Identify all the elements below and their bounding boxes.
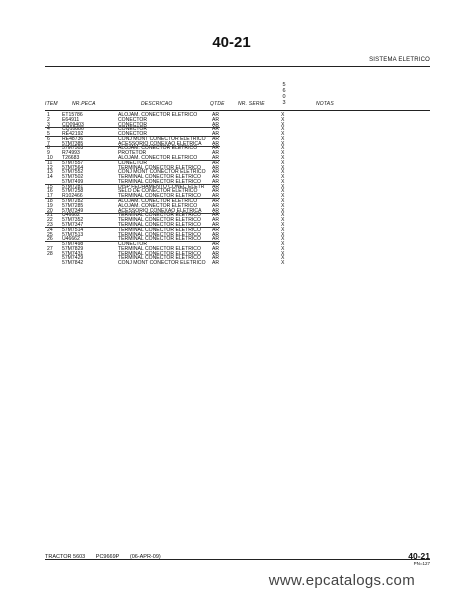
row-part-number: 57M7498 — [62, 241, 84, 248]
row-part-number: 57M7502 — [62, 174, 84, 181]
row-quantity: AR — [212, 217, 220, 224]
row-serial-mark: X — [281, 131, 285, 138]
row-item-number: 8 — [47, 145, 50, 152]
row-quantity: AR — [212, 231, 220, 238]
row-serial-mark: X — [281, 145, 285, 152]
row-description: CONJ MONT CONECTOR ELETRICO — [118, 169, 206, 176]
row-quantity: AR — [212, 135, 220, 142]
row-quantity: AR — [212, 121, 220, 128]
row-quantity: AR — [212, 131, 220, 138]
row-quantity: AR — [212, 174, 220, 181]
row-serial-mark: X — [281, 159, 285, 166]
row-serial-mark: X — [281, 198, 285, 205]
row-part-number: 57M7258 — [62, 188, 84, 195]
row-item-number: 23 — [47, 221, 53, 228]
row-serial-mark: X — [281, 236, 285, 243]
row-part-number: 57M7552 — [62, 169, 84, 176]
row-serial-mark: X — [281, 155, 285, 162]
row-serial-mark: X — [281, 164, 285, 171]
row-description: TERMINAL CONECTOR ELETRICO — [118, 231, 201, 238]
row-description: TERMINAL CONECTOR ELETRICO — [118, 255, 201, 262]
row-quantity: AR — [212, 188, 220, 195]
row-description: ALOJAM. CONECTOR ELETRICO — [118, 155, 198, 162]
row-part-number: CQ09403 — [62, 121, 84, 128]
row-part-number: T26683 — [62, 155, 80, 162]
serial-digit: 0 — [282, 94, 286, 100]
row-description: TERMINAL CONECTOR ELETRICO — [118, 221, 201, 228]
row-part-number: 57M7557 — [62, 159, 84, 166]
row-quantity: AR — [212, 250, 220, 257]
row-part-number: 57M7503 — [62, 145, 84, 152]
footer-date: (06-APR-09) — [129, 554, 161, 560]
row-description: TERMINAL CONECTOR ELETRICO — [118, 226, 201, 233]
row-quantity: AR — [212, 221, 220, 228]
row-item-number: 2 — [47, 116, 50, 123]
footer-left — [45, 554, 170, 560]
row-part-number: ET15786 — [62, 112, 83, 118]
row-description: CONECTOR — [118, 241, 148, 248]
row-part-number: R102466 — [62, 193, 83, 200]
row-description: CONECTOR — [118, 116, 148, 123]
row-description: TERMINAL CONECTOR ELETRICO — [118, 164, 201, 171]
row-description: TERMINAL CONECTOR ELETRICO — [118, 245, 201, 252]
footer-code: PC9669P — [95, 554, 120, 560]
row-item-number: 3 — [47, 121, 50, 128]
row-quantity: AR — [212, 178, 220, 185]
row-quantity: AR — [212, 245, 220, 252]
row-description: ALOJAM. CONECTOR ELETRICO — [118, 198, 198, 205]
row-serial-mark: X — [281, 231, 285, 238]
row-part-number: 57M7513 — [62, 231, 84, 238]
row-part-number: 57M7429 — [62, 255, 84, 262]
section-title: SISTEMA ELETRICO — [369, 57, 430, 63]
row-description: CONJ MONT CONECTOR ELETRICO — [118, 260, 206, 267]
row-part-number: R74993 — [62, 150, 80, 157]
row-item-number: 26 — [47, 236, 53, 243]
column-header-qty: QTDE — [210, 101, 225, 107]
row-description: ALOJAM. CONECTOR ELETRICO — [118, 145, 198, 152]
group-divider — [45, 227, 220, 228]
group-divider — [45, 198, 220, 199]
row-part-number: 57M7431 — [62, 250, 84, 257]
row-item-number: 18 — [47, 198, 53, 205]
row-serial-mark: X — [281, 245, 285, 252]
row-description: ALOJAM. CONECTOR ELETRICO — [118, 202, 198, 209]
column-header-serial: NR. SERIE — [238, 101, 265, 107]
row-serial-mark: X — [281, 193, 285, 200]
row-description: ALOJAM. CONECTOR ELETRICO — [118, 112, 198, 118]
group-divider — [45, 146, 220, 147]
row-part-number: 57M7349 — [62, 207, 84, 214]
row-serial-mark: X — [281, 112, 285, 118]
row-part-number: 57M7347 — [62, 221, 84, 228]
row-description: TERMINAL CONECTOR ELETRICO — [118, 212, 201, 219]
row-description: DISP FECHAMENTO CONEC ELETR — [118, 183, 205, 190]
row-description: TERMINAL CONECTOR ELETRICO — [118, 217, 201, 224]
watermark: www.epcatalogs.com — [268, 572, 415, 589]
row-part-number: 57M7514 — [62, 226, 84, 233]
row-item-number: 21 — [47, 212, 53, 219]
row-serial-mark: X — [281, 116, 285, 123]
row-description: ACESSORIO CONEXAO ELETRICA — [118, 207, 202, 214]
row-item-number: 10 — [47, 155, 53, 162]
row-part-number: 57M7352 — [62, 217, 84, 224]
row-item-number: 17 — [47, 193, 53, 200]
group-divider — [45, 213, 220, 214]
group-divider — [45, 136, 220, 137]
serial-digit: 3 — [282, 100, 286, 106]
row-part-number: 57M7281 — [62, 183, 84, 190]
row-serial-mark: X — [281, 260, 285, 267]
row-part-number: 57M7385 — [62, 140, 84, 147]
row-item-number: 1 — [47, 112, 50, 118]
row-description: TERMINAL CONECTOR ELETRICO — [118, 250, 201, 257]
row-quantity: AR — [212, 126, 220, 133]
row-quantity: AR — [212, 260, 220, 267]
row-item-number: 19 — [47, 202, 53, 209]
row-serial-mark: X — [281, 241, 285, 248]
footer-model: TRACTOR 5603 — [45, 554, 86, 560]
group-divider — [45, 241, 220, 242]
column-header-notes: NOTAS — [316, 101, 334, 107]
row-quantity: AR — [212, 116, 220, 123]
row-quantity: AR — [212, 198, 220, 205]
row-description: TERMINAL CONECTOR ELETRICO — [118, 174, 201, 181]
row-description: SELO DE CONECTOR ELETRICO — [118, 188, 198, 195]
row-description: PROTETOR — [118, 150, 147, 157]
serial-digit: 6 — [282, 88, 286, 94]
row-quantity: AR — [212, 155, 220, 162]
row-part-number: 57M7282 — [62, 198, 84, 205]
row-part-number: 57M7499 — [62, 178, 84, 185]
row-quantity: AR — [212, 112, 220, 118]
footer-page-number: 40-21 — [408, 551, 430, 561]
row-part-number: 57M7285 — [62, 202, 84, 209]
column-header-desc: DESCRICAO — [141, 101, 173, 107]
row-serial-mark: X — [281, 126, 285, 133]
row-item-number: 27 — [47, 245, 53, 252]
row-serial-mark: X — [281, 174, 285, 181]
row-serial-mark: X — [281, 183, 285, 190]
row-item-number: 13 — [47, 169, 53, 176]
group-divider — [45, 184, 220, 185]
row-item-number: 16 — [47, 188, 53, 195]
column-header-part: NR.PECA — [72, 101, 96, 107]
column-header-item: ITEM — [45, 101, 58, 107]
row-description: CONJ MONT CONECTOR ELETRICO — [118, 135, 206, 142]
row-quantity: AR — [212, 212, 220, 219]
row-serial-mark: X — [281, 226, 285, 233]
row-serial-mark: X — [281, 212, 285, 219]
row-quantity: AR — [212, 140, 220, 147]
row-part-number: RE48736 — [62, 135, 84, 142]
row-quantity: AR — [212, 241, 220, 248]
row-part-number: U46662 — [62, 212, 80, 219]
row-item-number: 12 — [47, 164, 53, 171]
row-item-number: 7 — [47, 140, 50, 147]
row-quantity: AR — [212, 207, 220, 214]
row-quantity: AR — [212, 169, 220, 176]
row-serial-mark: X — [281, 178, 285, 185]
row-serial-mark: X — [281, 140, 285, 147]
row-description: CONECTOR — [118, 121, 148, 128]
row-quantity: AR — [212, 159, 220, 166]
row-quantity: AR — [212, 145, 220, 152]
header-rule — [45, 66, 430, 67]
row-serial-mark: X — [281, 250, 285, 257]
row-serial-mark: X — [281, 150, 285, 157]
row-quantity: AR — [212, 150, 220, 157]
row-item-number: 6 — [47, 135, 50, 142]
row-serial-mark: X — [281, 202, 285, 209]
row-item-number: 28 — [47, 250, 53, 257]
row-serial-mark: X — [281, 217, 285, 224]
row-item-number: 14 — [47, 174, 53, 181]
row-description: CONECTOR — [118, 159, 148, 166]
row-description: TERMINAL CONECTOR ELETRICO — [118, 236, 201, 243]
row-quantity: AR — [212, 164, 220, 171]
row-item-number: 11 — [47, 159, 53, 166]
row-description: TERMINAL CONECTOR ELETRICO — [118, 193, 201, 200]
row-serial-mark: X — [281, 188, 285, 195]
footer-page-code: PN=127 — [413, 561, 430, 566]
row-part-number: U46662 — [62, 236, 80, 243]
row-quantity: AR — [212, 183, 220, 190]
row-quantity: AR — [212, 236, 220, 243]
row-part-number: 57M7829 — [62, 245, 84, 252]
row-description: ACESSORIO CONEXAO ELETRICA — [118, 140, 202, 147]
row-quantity: AR — [212, 255, 220, 262]
row-serial-mark: X — [281, 169, 285, 176]
row-description: CONECTOR — [118, 131, 148, 138]
serial-digit: 5 — [282, 82, 286, 88]
row-quantity: AR — [212, 226, 220, 233]
row-description: TERMINAL CONECTOR ELETRICO — [118, 178, 201, 185]
row-item-number: 5 — [47, 131, 50, 138]
row-serial-mark: X — [281, 221, 285, 228]
row-part-number: RE42192 — [62, 131, 84, 138]
page-title: 40-21 — [212, 34, 251, 51]
row-part-number: CQ10886 — [62, 126, 84, 133]
row-item-number: 25 — [47, 231, 53, 238]
group-divider — [45, 160, 220, 161]
row-serial-mark: X — [281, 135, 285, 142]
column-header-rule — [45, 110, 430, 111]
serial-stack — [281, 82, 287, 106]
row-item-number: 20 — [47, 207, 53, 214]
row-item-number: 24 — [47, 226, 53, 233]
row-serial-mark: X — [281, 121, 285, 128]
group-divider — [45, 127, 220, 128]
row-serial-mark: X — [281, 207, 285, 214]
row-quantity: AR — [212, 202, 220, 209]
row-description: CONECTOR — [118, 126, 148, 133]
row-item-number: 9 — [47, 150, 50, 157]
row-quantity: AR — [212, 193, 220, 200]
row-item-number: 15 — [47, 183, 53, 190]
row-part-number: 57M7564 — [62, 164, 84, 171]
row-part-number: 57M7842 — [62, 260, 84, 267]
row-serial-mark: X — [281, 255, 285, 262]
row-item-number: 22 — [47, 217, 53, 224]
row-item-number: 4 — [47, 126, 50, 133]
row-part-number: E64911 — [62, 116, 80, 123]
